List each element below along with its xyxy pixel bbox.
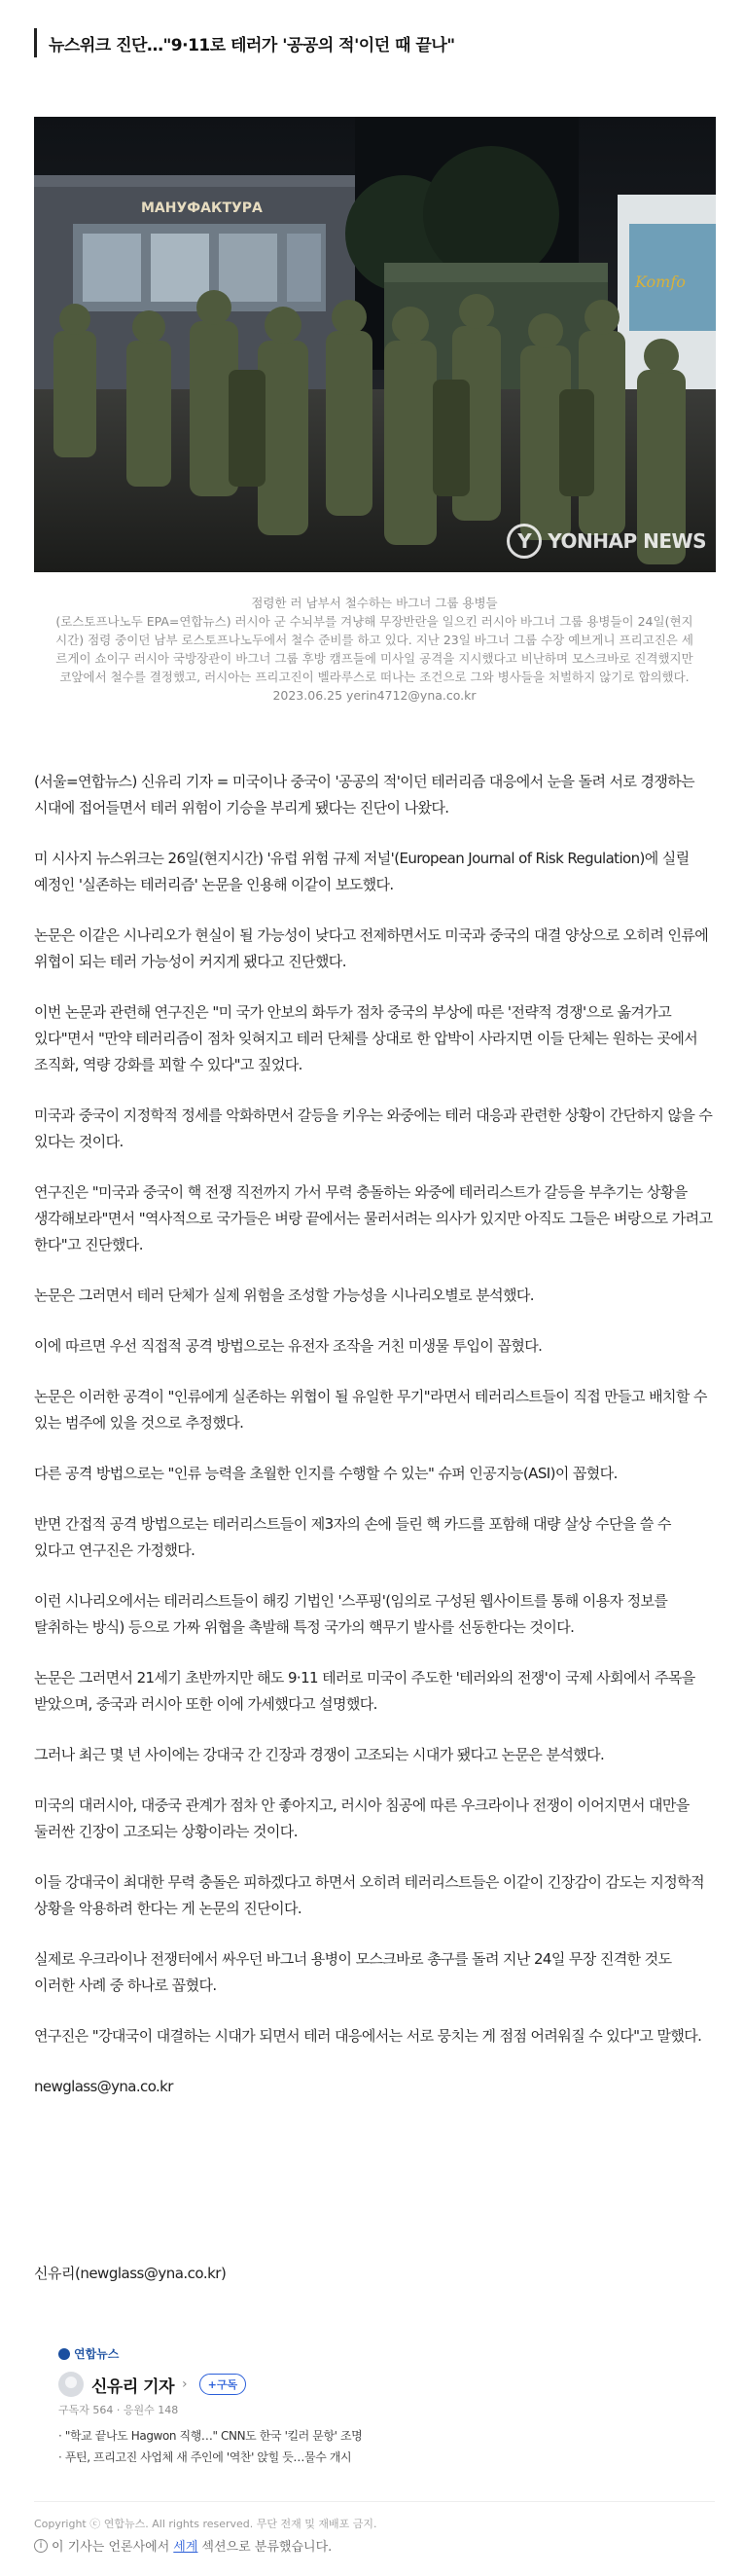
article-paragraph: 그러나 최근 몇 년 사이에는 강대국 간 긴장과 경쟁이 고조되는 시대가 됐다고 논문은 분석했다. [34,1746,605,1763]
article-paragraph: 논문은 그러면서 21세기 초반까지만 해도 9·11 테러로 미국이 주도한 '테러와의 전쟁'이 국제 사회에서 주목을 받았으며, 중국과 러시아 또한 이에 가세했다고 설명했다. [34,1669,695,1713]
photo-illustration [34,117,716,572]
section-link-world[interactable]: 세계 [173,2540,198,2555]
article-paragraph: 이런 시나리오에서는 테러리스트들이 해킹 기법인 '스푸핑'(임의로 구성된 웹사이트를 통해 이용자 정보를 탈취하는 방식) 등으로 가짜 위협을 촉발해 특정 국가의 핵무기 발사를 선동한다는 것이다. [34,1592,668,1636]
related-articles [58,2425,681,2468]
article-paragraph: 논문은 그러면서 테러 단체가 실제 위험을 조성할 가능성을 시나리오별로 분석했다. [34,1287,534,1304]
yonhap-logo-icon [58,2348,70,2360]
caption-body: (로스토프나노두 EPA=연합뉴스) 러시아 군 수뇌부를 겨냥해 무장반란을 일으킨 러시아 바그너 그룹 용병들이 24일(현지시간) 점령 중이던 남부 로스토프나노두에서 철수 준비를 하고 있다. 지난 23일 바그너 그룹 수장 예브게니 프리고진은 세르게이 쇼이구 러시아 국방장관이 바그너 그룹 후방 캠프들에 미사일 공격을 지시했다고 비난하며 모스크바로 진격했지만 코앞에서 철수를 결정했고, 러시아는 프리고진이 벨라루스로 떠나는 조건으로 그와 병사들을 처벌하지 않기로 합의했다. 2023.06.25 yerin4712@yna.co.kr [55,614,693,703]
related-article-link[interactable]: · 푸틴, 프리고진 사업체 새 주인에 '역찬' 앉힐 듯…물수 개시 [58,2447,681,2468]
article-photo[interactable] [34,117,716,572]
section-classification [34,2536,332,2555]
article-paragraph: 이들 강대국이 최대한 무력 충돌은 피하겠다고 하면서 오히려 테러리스트들은 이같이 긴장감이 감도는 지정학적 상황을 악용하려 한다는 게 논문의 진단이다. [34,1873,704,1917]
article-paragraph: 이번 논문과 관련해 연구진은 "미 국가 안보의 화두가 점차 중국의 부상에 따른 '전략적 경쟁'으로 옮겨가고 있다"면서 "만약 테러리즘이 점차 잊혀지고 테러 단체를 상대로 한 압박이 사라지면 이들 단체는 원하는 곳에서 조직화, 역량 강화를 꾀할 수 있다"고 짚었다. [34,1003,698,1073]
headline-bar [34,27,715,58]
reporter-row [58,2372,681,2397]
caption-title: 점령한 러 남부서 철수하는 바그너 그룹 용병들 [251,596,498,610]
article-paragraph: 실제로 우크라이나 전쟁터에서 싸우던 바그너 용병이 모스크바로 총구를 돌려 지난 24일 무장 진격한 것도 이러한 사례 중 하나로 꼽혔다. [34,1950,672,1994]
info-icon: i [34,2539,48,2553]
article-paragraph: 반면 간접적 공격 방법으로는 테러리스트들이 제3자의 손에 들린 핵 카드를 포함해 대량 살상 수단을 쓸 수 있다고 연구진은 가정했다. [34,1515,671,1559]
article-paragraph: 연구진은 "강대국이 대결하는 시대가 되면서 테러 대응에서는 서로 뭉치는 게 점점 어려워질 수 있다"고 말했다. [34,2027,702,2045]
article-paragraph: 논문은 이러한 공격이 "인류에게 실존하는 위협이 될 유일한 무기"라면서 테러리스트들이 직접 만들고 배치할 수 있는 범주에 있을 것으로 추정했다. [34,1388,707,1432]
copyright-notice: Copyright ⓒ 연합뉴스. All rights reserved. 무단 전재 및 재배포 금지. [34,2518,377,2530]
headline-accent-bar [34,28,37,57]
yonhap-watermark [507,524,706,559]
related-article-link[interactable]: · "학교 끝나도 Hagwon 직행…" CNN도 한국 '킬러 문항' 조명 [58,2425,681,2447]
article-paragraph: (서울=연합뉴스) 신유리 기자 = 미국이나 중국이 '공공의 적'이던 테러리즘 대응에서 눈을 돌려 서로 경쟁하는 시대에 접어들면서 테러 위험이 기승을 부리게 됐다는 진단이 나왔다. [34,773,695,816]
reporter-email: newglass@yna.co.kr [34,2078,173,2095]
reporter-stats: 구독자 564 · 응원수 148 [58,2404,179,2416]
section-suffix: 섹션으로 분류했습니다. [201,2540,333,2555]
storefront-sign: МАНУФАКТУРА [141,200,263,216]
article-paragraph: 미국과 중국이 지정학적 정세를 악화하면서 갈등을 키우는 와중에는 테러 대응과 관련한 상황이 간단하지 않을 수 있다는 것이다. [34,1107,713,1150]
article-headline: 뉴스위크 진단…"9·11로 테러가 '공공의 적'이던 때 끝나" [49,35,455,55]
reporter-avatar[interactable] [58,2372,84,2397]
article-byline: 신유리(newglass@yna.co.kr) [34,2265,227,2282]
article-body [34,769,715,2124]
reporter-name-link[interactable]: 신유리 기자 [91,2376,175,2397]
reporter-card [58,2345,681,2468]
article-paragraph: 미 시사지 뉴스위크는 26일(현지시간) '유럽 위험 규제 저널'(European Journal of Risk Regulation)에 실릴 예정인 '실존하는 테러리즘' 논문을 인용해 이같이 보도했다. [34,850,690,893]
article-paragraph: 이에 따르면 우선 직접적 공격 방법으로는 유전자 조작을 거친 미생물 투입이 꼽혔다. [34,1337,543,1355]
watermark-text: YONHAP NEWS [548,529,706,553]
article-paragraph: 미국의 대러시아, 대중국 관계가 점차 안 좋아지고, 러시아 침공에 따른 우크라이나 전쟁이 이어지면서 대만을 둘러싼 긴장이 고조되는 상황이라는 것이다. [34,1796,690,1840]
photo-caption [53,594,695,705]
yonhap-logo-mark: Y [507,524,542,559]
article-paragraph: 다른 공격 방법으로는 "인류 능력을 초월한 인지를 수행할 수 있는" 슈퍼 인공지능(ASI)이 꼽혔다. [34,1465,618,1482]
svg-text:Komfo: Komfo [635,272,686,291]
outlet-name: 연합뉴스 [74,2347,120,2361]
outlet-logo[interactable] [58,2345,681,2362]
footer-divider [34,2501,715,2502]
section-prefix: 이 기사는 언론사에서 [52,2540,170,2555]
article-paragraph: 논문은 이같은 시나리오가 현실이 될 가능성이 낮다고 전제하면서도 미국과 중국의 대결 양상으로 오히려 인류에 위협이 되는 테러 가능성이 커지게 됐다고 진단했다. [34,926,709,970]
subscribe-button[interactable]: +구독 [199,2374,246,2395]
chevron-right-icon[interactable]: › [182,2376,188,2392]
article-paragraph: 연구진은 "미국과 중국이 핵 전쟁 직전까지 가서 무력 충돌하는 와중에 테러리스트가 갈등을 부추기는 상황을 생각해보라"면서 "역사적으로 국가들은 벼랑 끝에서는 물러서려는 의사가 있지만 아직도 그들은 벼랑으로 가려고 한다"고 진단했다. [34,1183,713,1253]
